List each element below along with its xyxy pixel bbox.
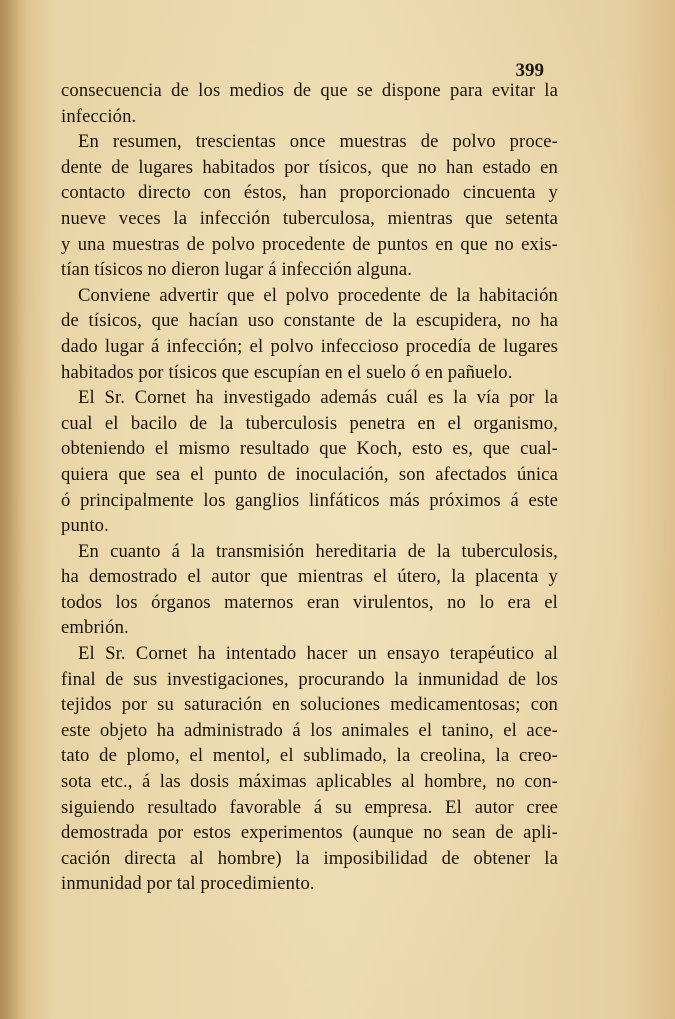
text-line: dado lugar á infección; el polvo infeccioso procedía de lugares <box>61 335 558 357</box>
text-line: ó principalmente los ganglios linfáticos más próximos á este <box>61 489 558 511</box>
text-line: y una muestras de polvo procedente de puntos en que no exis- <box>61 233 558 255</box>
body-text <box>61 78 558 897</box>
text-line: cual el bacilo de la tuberculosis penetra en el organismo, <box>61 412 558 434</box>
text-line: consecuencia de los medios de que se dispone para evitar la <box>61 80 558 101</box>
text-line: nueve veces la infección tuberculosa, mientras que setenta <box>61 207 558 229</box>
text-line: infección. <box>61 105 137 127</box>
page-number: 399 <box>515 60 544 81</box>
spine-shadow <box>0 0 26 1019</box>
text-line: embrión. <box>61 617 129 639</box>
paragraph <box>61 129 558 283</box>
text-line: En resumen, trescientas once muestras de polvo proce- <box>78 131 558 153</box>
text-line: dente de lugares habitados por tísicos, que no han estado en <box>61 156 558 178</box>
paragraph <box>61 539 558 641</box>
text-line: tato de plomo, el mentol, el sublimado, la creolina, la creo- <box>61 745 558 767</box>
text-line: demostrada por estos experimentos (aunque no sean de apli- <box>61 822 558 844</box>
text-line: este objeto ha administrado á los animales el tanino, el ace- <box>61 719 558 741</box>
text-line: obteniendo el mismo resultado que Koch, esto es, que cual- <box>61 438 558 460</box>
text-line: de tísicos, que hacían uso constante de la escupidera, no ha <box>61 310 558 332</box>
text-line: inmunidad por tal procedimiento. <box>61 873 315 895</box>
paragraph <box>61 641 558 897</box>
text-line: siguiendo resultado favorable á su empresa. El autor cree <box>61 796 558 818</box>
text-line: contacto directo con éstos, han proporcionado cincuenta y <box>61 182 558 204</box>
text-line: habitados por tísicos que escupían en el suelo ó en pañuelo. <box>61 361 513 383</box>
paragraph <box>61 385 558 539</box>
text-line: punto. <box>61 515 109 537</box>
text-line: En cuanto á la transmisión hereditaria de la tuberculosis, <box>78 540 558 562</box>
text-line: todos los órganos maternos eran virulentos, no lo era el <box>61 591 558 613</box>
text-line: final de sus investigaciones, procurando la inmunidad de los <box>61 668 558 690</box>
text-line: El Sr. Cornet ha investigado además cuál es la vía por la <box>78 387 558 409</box>
paragraph <box>61 78 558 129</box>
paragraph <box>61 283 558 385</box>
text-line: ha demostrado el autor que mientras el útero, la placenta y <box>61 566 558 588</box>
text-line: El Sr. Cornet ha intentado hacer un ensayo terapéutico al <box>78 643 558 665</box>
text-line: tejidos por su saturación en soluciones medicamentosas; con <box>61 694 558 716</box>
text-line: cación directa al hombre) la imposibilidad de obtener la <box>61 847 558 869</box>
text-line: Conviene advertir que el polvo procedente de la habitación <box>78 284 558 306</box>
text-line: tían tísicos no dieron lugar á infección alguna. <box>61 259 413 281</box>
text-line: quiera que sea el punto de inoculación, son afectados única <box>61 463 558 485</box>
text-line: sota etc., á las dosis máximas aplicables al hombre, no con- <box>61 771 558 793</box>
